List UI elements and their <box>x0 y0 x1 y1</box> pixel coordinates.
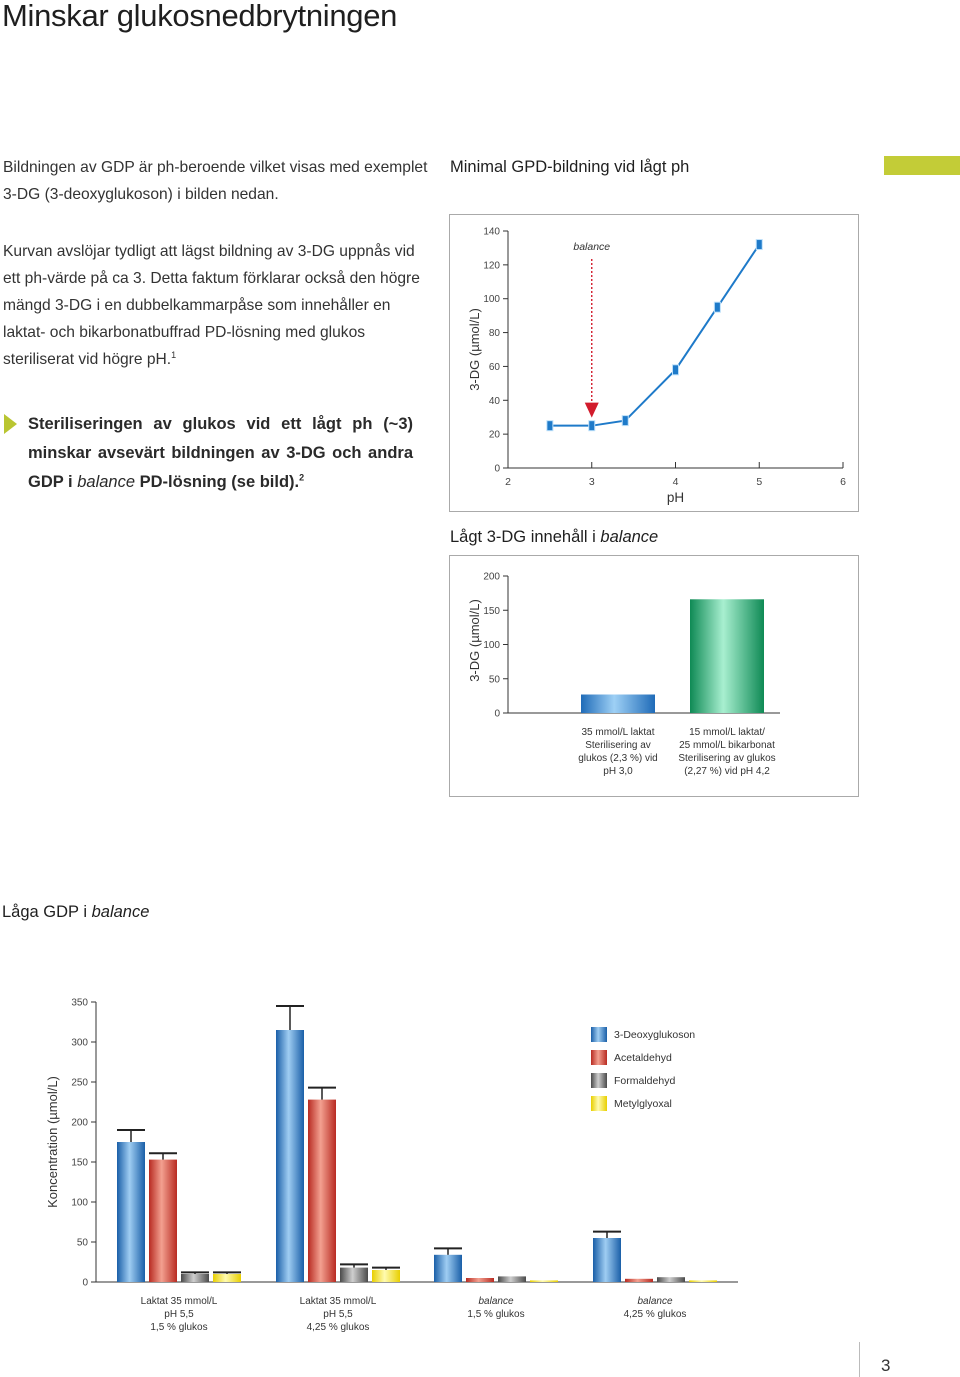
y-axis-label: 3-DG (µmol/L) <box>467 599 482 682</box>
data-point <box>547 421 553 431</box>
y-tick-label: 300 <box>71 1037 88 1049</box>
y-axis-label: Koncentration (µmol/L) <box>45 1076 60 1208</box>
y-tick-label: 20 <box>488 429 500 441</box>
group-label: balance <box>637 1296 673 1307</box>
chart3-caption <box>2 903 149 922</box>
group-label: balance <box>478 1296 514 1307</box>
group-label: pH 5,5 <box>323 1309 353 1320</box>
chart1-caption: Minimal GPD-bildning vid lågt ph <box>450 158 690 176</box>
x-axis-label: pH <box>666 490 685 505</box>
y-tick-label: 100 <box>483 640 500 651</box>
category-label: Sterilisering av glukos <box>678 753 776 764</box>
y-tick-label: 120 <box>483 260 500 272</box>
legend-swatch <box>591 1073 607 1088</box>
bar <box>181 1274 209 1282</box>
bar <box>308 1100 336 1282</box>
y-tick-label: 200 <box>71 1117 88 1129</box>
y-tick-label: 60 <box>488 361 500 373</box>
bar <box>625 1279 653 1282</box>
data-point <box>589 421 595 431</box>
bar <box>466 1278 494 1282</box>
chart2-frame <box>449 555 859 797</box>
y-tick-label: 40 <box>488 395 500 407</box>
category-label: 25 mmol/L bikarbonat <box>679 740 775 751</box>
group-label: 1,5 % glukos <box>467 1309 525 1320</box>
bar <box>117 1142 145 1282</box>
x-tick-label: 6 <box>840 476 846 488</box>
reference-1: 1 <box>171 349 177 360</box>
annotation-label: balance <box>573 241 611 253</box>
category-label: 15 mmol/L laktat/ <box>689 727 765 738</box>
group-label: 4,25 % glukos <box>623 1309 687 1320</box>
arrow-bullet-icon <box>4 414 18 434</box>
intro-paragraph: Bildningen av GDP är ph-beroende vilket visas med exemplet 3-DG (3-deoxyglukoson) i bilden nedan. <box>3 159 428 203</box>
chart3-caption-italic: balance <box>91 903 150 921</box>
data-point <box>673 365 679 375</box>
legend-swatch <box>591 1027 607 1042</box>
bar <box>149 1160 177 1282</box>
bar <box>340 1268 368 1282</box>
page-number: 3 <box>881 1356 891 1375</box>
page-title: Minskar glukosnedbrytningen <box>2 0 398 33</box>
bar <box>498 1276 526 1282</box>
y-axis-label: 3-DG (µmol/L) <box>467 308 482 391</box>
bar <box>213 1274 241 1282</box>
group-label: 4,25 % glukos <box>306 1322 370 1333</box>
category-label: 35 mmol/L laktat <box>581 727 655 738</box>
x-tick-label: 4 <box>672 476 679 488</box>
y-tick-label: 50 <box>488 674 500 686</box>
legend-label: Metylglyoxal <box>614 1098 672 1110</box>
legend-swatch <box>591 1096 607 1111</box>
highlight-text-end: PD-lösning (se bild). <box>135 473 300 491</box>
annotation-arrow <box>585 403 599 418</box>
page-number-divider <box>859 1342 860 1377</box>
highlight-text: Steriliseringen av glukos vid ett lågt ph (~3) minskar avsevärt bildningen av 3-DG och andra GDP i <box>28 415 413 491</box>
bar <box>689 1280 717 1282</box>
x-tick-label: 3 <box>588 476 595 488</box>
y-tick-label: 250 <box>71 1077 88 1089</box>
data-point <box>622 416 628 426</box>
highlight-paragraph <box>28 410 413 497</box>
y-tick-label: 350 <box>71 997 88 1009</box>
chart1-frame <box>449 214 859 512</box>
bar <box>690 599 764 713</box>
body-paragraph <box>3 238 433 373</box>
accent-bar <box>884 156 960 175</box>
y-tick-label: 0 <box>494 708 500 720</box>
body-paragraph-text: Kurvan avslöjar tydligt att lägst bildning av 3-DG uppnås vid ett ph-värde på ca 3. Detta faktum förklarar också den högre mängd 3-DG i en dubbelkammarpåse som innehåller en laktat- och bikarbonatbuffrad PD-lösning med glukos steriliserat vid högre pH. <box>3 243 420 368</box>
legend-label: Formaldehyd <box>614 1075 676 1087</box>
y-tick-label: 50 <box>76 1237 88 1249</box>
chart2-caption <box>450 528 658 547</box>
chart3-caption-text: Låga GDP i <box>2 903 92 921</box>
y-tick-label: 100 <box>483 294 500 306</box>
bar <box>434 1255 462 1282</box>
data-point <box>714 302 720 312</box>
bar <box>593 1238 621 1282</box>
category-label: pH 3,0 <box>603 766 633 777</box>
highlight-italic: balance <box>77 473 136 491</box>
line-chart <box>450 215 858 511</box>
grouped-bar-chart-gdp <box>0 930 960 1350</box>
reference-2: 2 <box>299 472 305 483</box>
bar <box>276 1030 304 1282</box>
group-label: pH 5,5 <box>164 1309 194 1320</box>
bar <box>657 1277 685 1282</box>
data-point <box>756 240 762 250</box>
group-label: 1,5 % glukos <box>150 1322 208 1333</box>
category-label: glukos (2,3 %) vid <box>578 753 658 764</box>
y-tick-label: 150 <box>71 1157 88 1169</box>
bar <box>530 1280 558 1282</box>
y-tick-label: 140 <box>483 226 500 238</box>
bar <box>581 695 655 713</box>
chart2-caption-text: Lågt 3-DG innehåll i <box>450 528 601 546</box>
x-tick-label: 2 <box>505 476 511 488</box>
group-label: Laktat 35 mmol/L <box>140 1296 218 1307</box>
y-tick-label: 0 <box>494 463 500 475</box>
legend-label: Acetaldehyd <box>614 1052 672 1064</box>
bar-chart-3dg <box>450 556 858 796</box>
category-label: Sterilisering av <box>585 740 651 751</box>
data-line <box>550 245 759 426</box>
y-tick-label: 100 <box>71 1197 88 1209</box>
group-label: Laktat 35 mmol/L <box>299 1296 377 1307</box>
y-tick-label: 200 <box>483 571 500 583</box>
y-tick-label: 0 <box>82 1277 88 1289</box>
x-tick-label: 5 <box>756 476 763 488</box>
bar <box>372 1270 400 1282</box>
y-tick-label: 80 <box>488 328 500 340</box>
category-label: (2,27 %) vid pH 4,2 <box>684 766 770 777</box>
legend-label: 3-Deoxyglukoson <box>614 1029 696 1041</box>
legend-swatch <box>591 1050 607 1065</box>
chart2-caption-italic: balance <box>600 528 659 546</box>
y-tick-label: 150 <box>483 605 500 617</box>
